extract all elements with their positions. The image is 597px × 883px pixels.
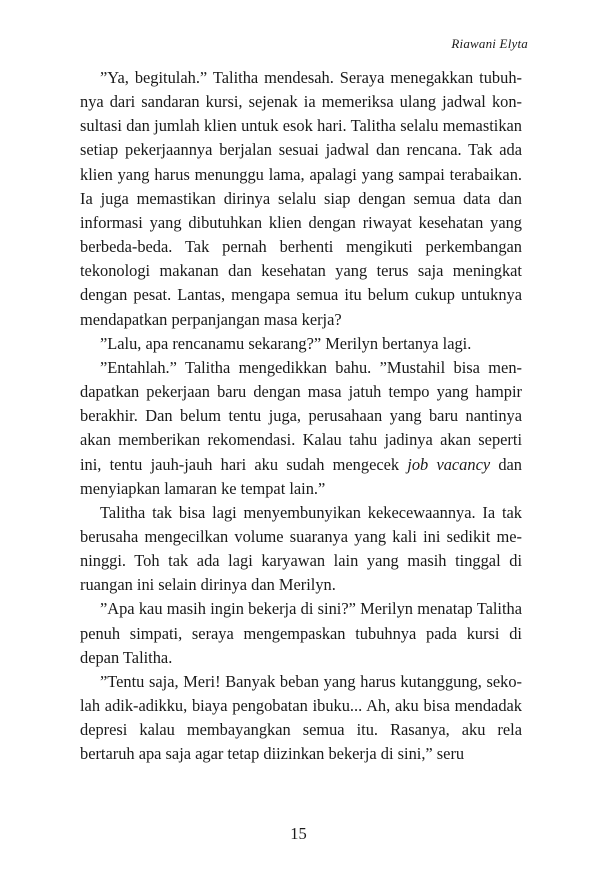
italic-phrase: job vacancy (407, 454, 491, 474)
paragraph-text: ”Entahlah.” Talitha mengedikkan bahu. ”Mustahil bisa mendapatkan pekerjaan baru dengan masa jatuh tempo yang hampir berakhir. Dan belum tentu juga, perusahaan yang baru nantinya akan memberikan rekomendasi. Kalau tahu jadinya akan seperti ini, tentu jauh-jauh hari aku sudah mengecek (80, 357, 522, 474)
paragraph: ”Tentu saja, Meri! Banyak beban yang harus kutanggung, sekolah adik-adikku, biaya pengobatan ibuku... Ah, aku bisa mendadak depresi kalau membayangkan semua itu. Rasanya, aku rela bertaruh apa saja agar tetap diizinkan bekerja di sini,” seru (80, 671, 522, 764)
paragraph: Talitha tak bisa lagi menyembunyikan kekecewaannya. Ia tak berusaha mengecilkan volume suaranya yang kali ini sedikit meninggi. Toh tak ada lagi karyawan lain yang masih tinggal di ruangan ini selain dirinya dan Merilyn. (80, 502, 522, 595)
paragraph: ”Apa kau masih ingin bekerja di sini?” Merilyn menatap Talitha penuh simpati, seraya mengempaskan tubuhnya pada kursi di depan Talitha. (80, 599, 522, 667)
running-head: Riawani Elyta (451, 36, 528, 51)
page-number: 15 (290, 824, 307, 843)
paragraph-text: dan menyiapkan lamaran ke tempat lain.” (80, 454, 523, 498)
paragraph: ”Lalu, apa rencanamu sekarang?” Merilyn bertanya lagi. (100, 333, 472, 353)
paragraph: ”Ya, begitulah.” Talitha mendesah. Seraya menegakkan tubuhnya dari sandaran kursi, sejenak ia memeriksa ulang jadwal konsultasi dan jumlah klien untuk esok hari. Talitha selalu memastikan setiap pekerjaannya berjalan sesuai jadwal dan rencana. Tak ada klien yang harus menunggu lama, apalagi yang sampai terabaikan. Ia juga memastikan dirinya selalu siap dengan semua data dan informasi yang dibutuhkan klien dengan riwayat kesehatan yang berbeda-beda. Tak pernah berhenti mengikuti perkembangan tekonologi makanan dan kesehatan yang terus saja meningkat dengan pesat. Lantas, mengapa semua itu belum cukup untuknya mendapatkan perpanjangan masa kerja? (80, 68, 522, 329)
paragraph (80, 356, 522, 501)
body-text (80, 66, 522, 767)
